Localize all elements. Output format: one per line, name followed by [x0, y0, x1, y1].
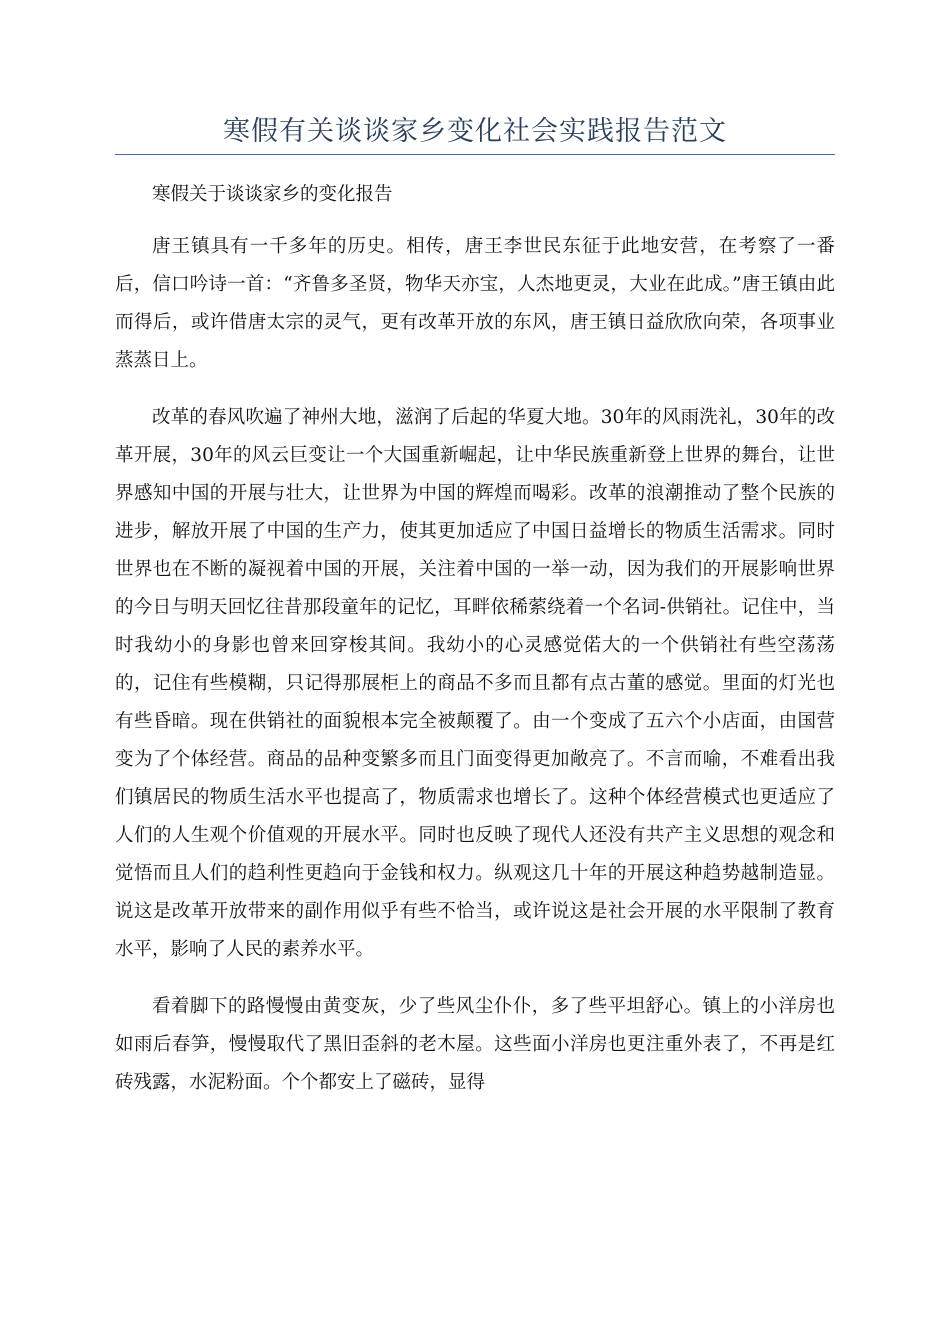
document-body [115, 176, 835, 1121]
title-underline [115, 154, 835, 155]
report-subtitle: 寒假关于谈谈家乡的变化报告 [152, 184, 393, 205]
document-title: 寒假有关谈谈家乡变化社会实践报告范文 [223, 116, 727, 147]
paragraph-reform: 改革的春风吹遍了神州大地，滋润了后起的华夏大地。30年的风雨洗礼，30年的改革开展，30年的风云巨变让一个大国重新崛起，让中华民族重新登上世界的舞台，让世界感知中国的开展与壮大，让世界为中国的辉煌而喝彩。改革的浪潮推动了整个民族的进步，解放开展了中国的生产力，使其更加适应了中国日益增长的物质生活需求。同时世界也在不断的凝视着中国的开展，关注着中国的一举一动，因为我们的开展影响世界的今日与明天回忆往昔那段童年的记忆，耳畔依稀萦绕着一个名词-供销社。记住中，当时我幼小的身影也曾来回穿梭其间。我幼小的心灵感觉偌大的一个供销社有些空荡荡的，记住有些模糊，只记得那展柜上的商品不多而且都有点古董的感觉。里面的灯光也有些昏暗。现在供销社的面貌根本完全被颠覆了。由一个变成了五六个小店面，由国营变为了个体经营。商品的品种变繁多而且门面变得更加敞亮了。不言而喻，不难看出我们镇居民的物质生活水平也提高了，物质需求也增长了。这种个体经营模式也更适应了人们的人生观个价值观的开展水平。同时也反映了现代人还没有共产主义思想的观念和觉悟而且人们的趋利性更趋向于金钱和权力。纵观这几十年的开展这种趋势越制造显。说这是改革开放带来的副作用似乎有些不恰当，或许说这是社会开展的水平限制了教育水平，影响了人民的素养水平。 [115, 407, 835, 960]
paragraph-history: 唐王镇具有一千多年的历史。相传，唐王李世民东征于此地安营，在考察了一番后，信口吟诗一首：“齐鲁多圣贤，物华天亦宝，人杰地更灵，大业在此成。”唐王镇由此而得后，或许借唐太宗的灵气，更有改革开放的东风，唐王镇日益欣欣向荣，各项事业蒸蒸日上。 [115, 236, 835, 371]
paragraph-roads-houses: 看着脚下的路慢慢由黄变灰，少了些风尘仆仆，多了些平坦舒心。镇上的小洋房也如雨后春笋，慢慢取代了黑旧歪斜的老木屋。这些面小洋房也更注重外表了，不再是红砖残露，水泥粉面。个个都安上了磁砖，显得 [115, 996, 835, 1093]
